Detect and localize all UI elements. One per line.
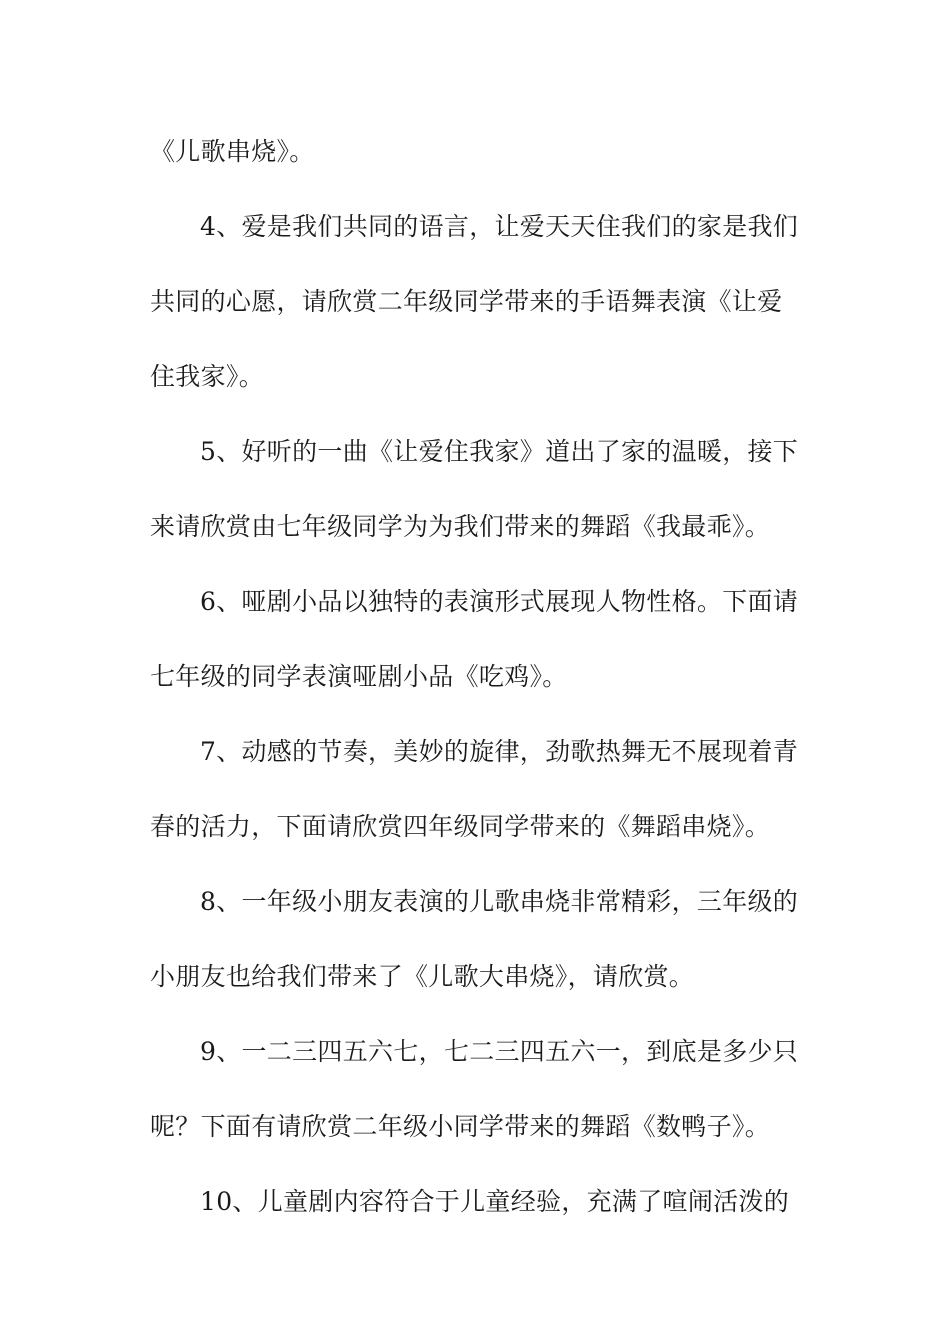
- text-line: 《儿歌串烧》。: [150, 137, 315, 166]
- paragraph-4-line-1: 4、爱是我们共同的语言，让爱天天住我们的家是我们: [200, 212, 799, 241]
- paragraph-4-line-3: 住我家》。: [150, 362, 265, 391]
- paragraph-6-line-1: 6、哑剧小品以独特的表演形式展现人物性格。下面请: [200, 587, 799, 616]
- paragraph-7-line-2: 春的活力，下面请欣赏四年级同学带来的《舞蹈串烧》。: [150, 812, 771, 841]
- paragraph-9-line-2: 呢？下面有请欣赏二年级小同学带来的舞蹈《数鸭子》。: [150, 1112, 771, 1141]
- paragraph-5-line-2: 来请欣赏由七年级同学为为我们带来的舞蹈《我最乖》。: [150, 512, 771, 541]
- paragraph-7-line-1: 7、动感的节奏，美妙的旋律，劲歌热舞无不展现着青: [200, 737, 799, 766]
- paragraph-4-line-2: 共同的心愿，请欣赏二年级同学带来的手语舞表演《让爱: [150, 287, 783, 316]
- paragraph-6-line-2: 七年级的同学表演哑剧小品《吃鸡》。: [150, 662, 568, 691]
- paragraph-8-line-1: 8、一年级小朋友表演的儿歌串烧非常精彩，三年级的: [200, 887, 799, 916]
- paragraph-10-line-1: 10、儿童剧内容符合于儿童经验，充满了喧闹活泼的: [200, 1187, 790, 1216]
- paragraph-9-line-1: 9、一二三四五六七，七二三四五六一，到底是多少只: [200, 1037, 799, 1066]
- paragraph-5-line-1: 5、好听的一曲《让爱住我家》道出了家的温暖，接下: [200, 437, 799, 466]
- paragraph-8-line-2: 小朋友也给我们带来了《儿歌大串烧》，请欣赏。: [150, 962, 695, 991]
